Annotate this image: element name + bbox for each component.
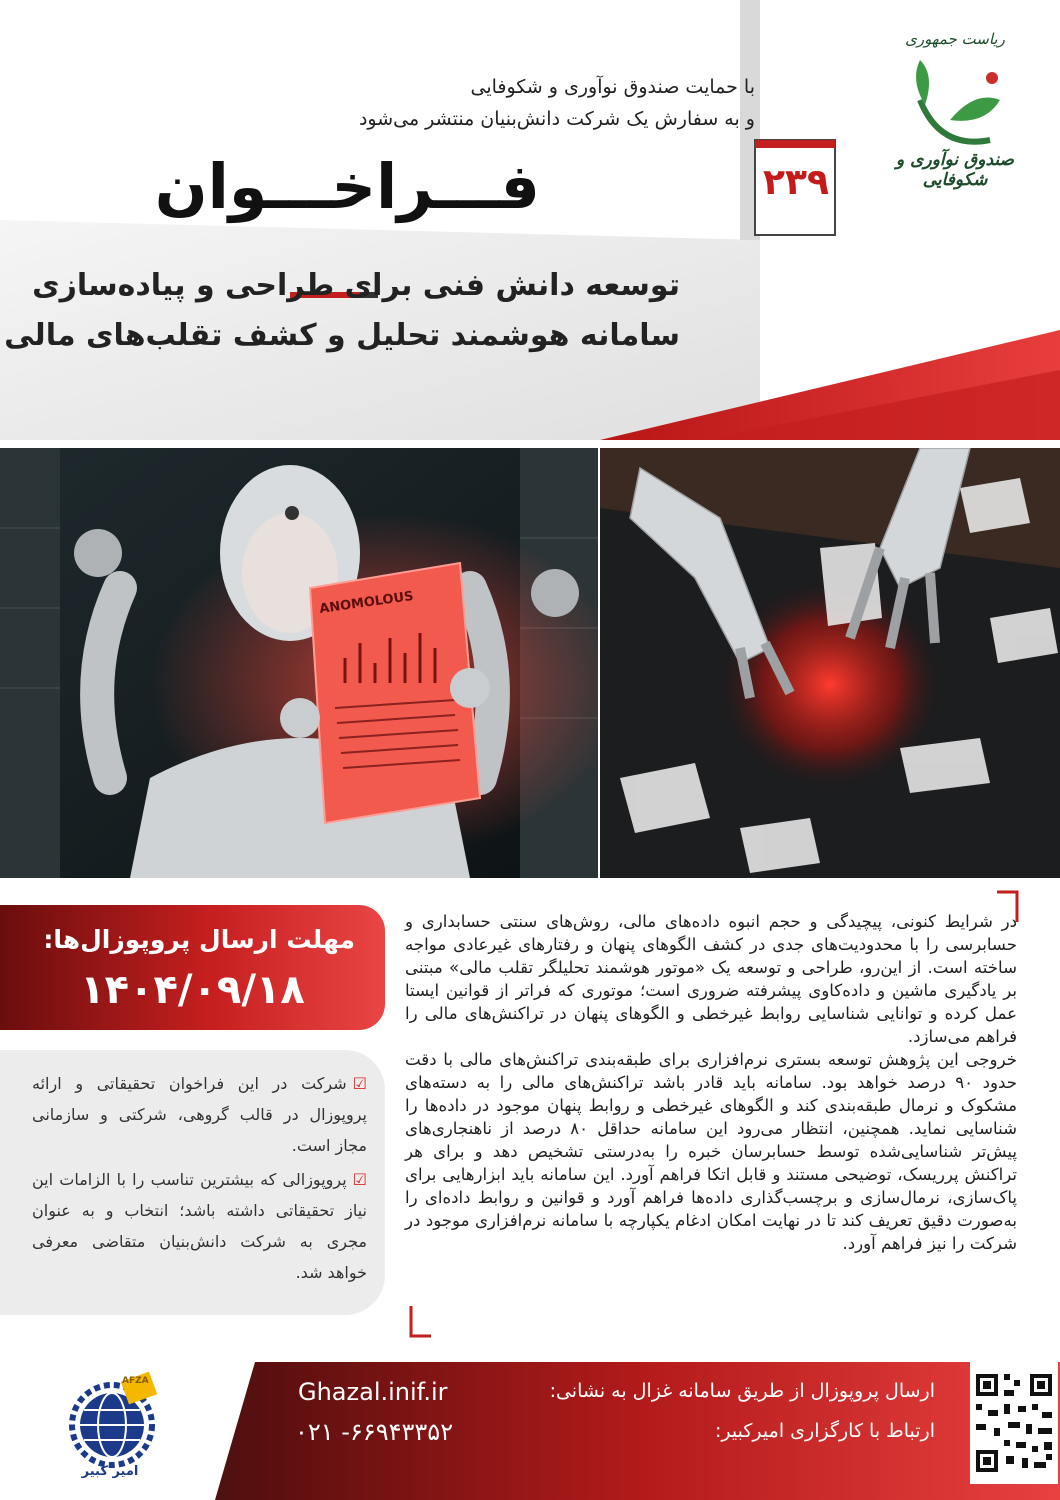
submit-label: ارسال پروپوزال از طریق سامانه غزال به نشانی: <box>549 1380 935 1402</box>
qr-code-icon[interactable] <box>970 1362 1058 1484</box>
eligibility-notes <box>0 1050 385 1315</box>
description-paragraph-1: در شرایط کنونی، پیچیدگی و حجم انبوه داده‌های مالی، روش‌های سنتی حسابداری و حسابرسی را با محدودیت‌های جدی در کشف الگوهای پنهان و رفتارهای غیرعادی مواجه ساخته است. از این‌رو، طراحی و توسعه یک «موتور هوشمند تحلیلگر تقلب مالی» مبتنی بر یادگیری ماشین و داده‌کاوی پیشرفته ضروری است؛ موتوری که فراتر از قوانین ایستا عمل کرده و توانایی شناسایی روابط غیرخطی و الگوهای پنهان در تراکنش‌های مالی را فراهم می‌سازد. <box>405 912 1017 1046</box>
logo-bottom-text: صندوق نوآوری و شکوفایی <box>896 150 1014 190</box>
page-title: فـــراخـــوان <box>154 150 540 223</box>
contact-label: ارتباط با کارگزاری امیرکبیر: <box>715 1420 935 1442</box>
website-link[interactable]: Ghazal.inif.ir <box>298 1378 448 1406</box>
description-paragraph-2: خروجی این پژوهش توسعه بستری نرم‌افزاری برای طبقه‌بندی تراکنش‌های مالی با دقت حدود ۹۰ درصد خواهد بود. سامانه باید قادر باشد تراکنش‌های مالی را به دسته‌های مشکوک و نرمال طبقه‌بندی کند و الگوهای غیرخطی و روابط پنهان موجود در داده‌ها را شناسایی نماید. همچنین، انتظار می‌رود این سامانه حداقل ۸۰ درصد از ناهنجاری‌های پیش‌تر شناسایی‌شده توسط حسابرسان خبره را به‌درستی تشخیص دهد و برای هر تراکنش پرریسک، توضیحی مستند و قابل اتکا فراهم آورد. این سامانه باید ابزارهایی برای پاک‌سازی، نرمال‌سازی و برچسب‌گذاری داده‌ها فراهم آورد و قوانین و روابط داده‌ای را به‌صورت دقیق تعریف کند تا در نهایت امکان ادغام یکپارچه با سامانه نرم‌افزاری موجود در شرکت را نیز فراهم آورد. <box>405 1050 1017 1253</box>
subtitle-line-2: سامانه هوشمند تحلیل و کشف تقلب‌های مالی <box>4 318 680 353</box>
corner-bracket-bottom <box>405 1300 435 1340</box>
description-text <box>405 910 1017 1255</box>
support-line-2: و به سفارش یک شرکت دانش‌بنیان منتشر می‌شود <box>358 108 755 130</box>
subtitle-line-1: توسعه دانش فنی برای طراحی و پیاده‌سازی <box>32 268 680 303</box>
robot-hands-papers-image <box>600 448 1060 878</box>
support-line-1: با حمایت صندوق نوآوری و شکوفایی <box>470 76 755 98</box>
broker-name: امیر کبیر <box>81 1464 139 1479</box>
note-item <box>32 1164 367 1288</box>
robot-reading-report-image <box>0 448 598 878</box>
issue-number: ۲۳۹ <box>763 162 829 203</box>
deadline-date: ۱۴۰۴/۰۹/۱۸ <box>80 967 305 1013</box>
check-icon: ☑ <box>352 1170 367 1189</box>
phone-number[interactable]: ۰۲۱ -۶۶۹۴۳۳۵۲ <box>295 1418 454 1446</box>
note-item <box>32 1068 367 1161</box>
note-text: پروپوزالی که بیشترین تناسب را با الزامات این نیاز تحقیقاتی داشته باشد؛ انتخاب و به عنوان مجری به شرکت دانش‌بنیان متقاضی معرفی خواهد شد. <box>32 1170 367 1282</box>
report-heading: ANOMOLOUS <box>318 588 415 617</box>
deadline-label: مهلت ارسال پروپوزال‌ها: <box>43 925 355 954</box>
broker-badge: AFZA <box>122 1376 149 1386</box>
deadline-box <box>0 905 385 1030</box>
logo-top-text: ریاست جمهوری <box>905 30 1005 48</box>
note-text: شرکت در این فراخوان تحقیقاتی و ارائه پروپوزال در قالب گروهی، شرکتی و سازمانی مجاز است. <box>32 1074 367 1155</box>
check-icon: ☑ <box>352 1074 367 1093</box>
